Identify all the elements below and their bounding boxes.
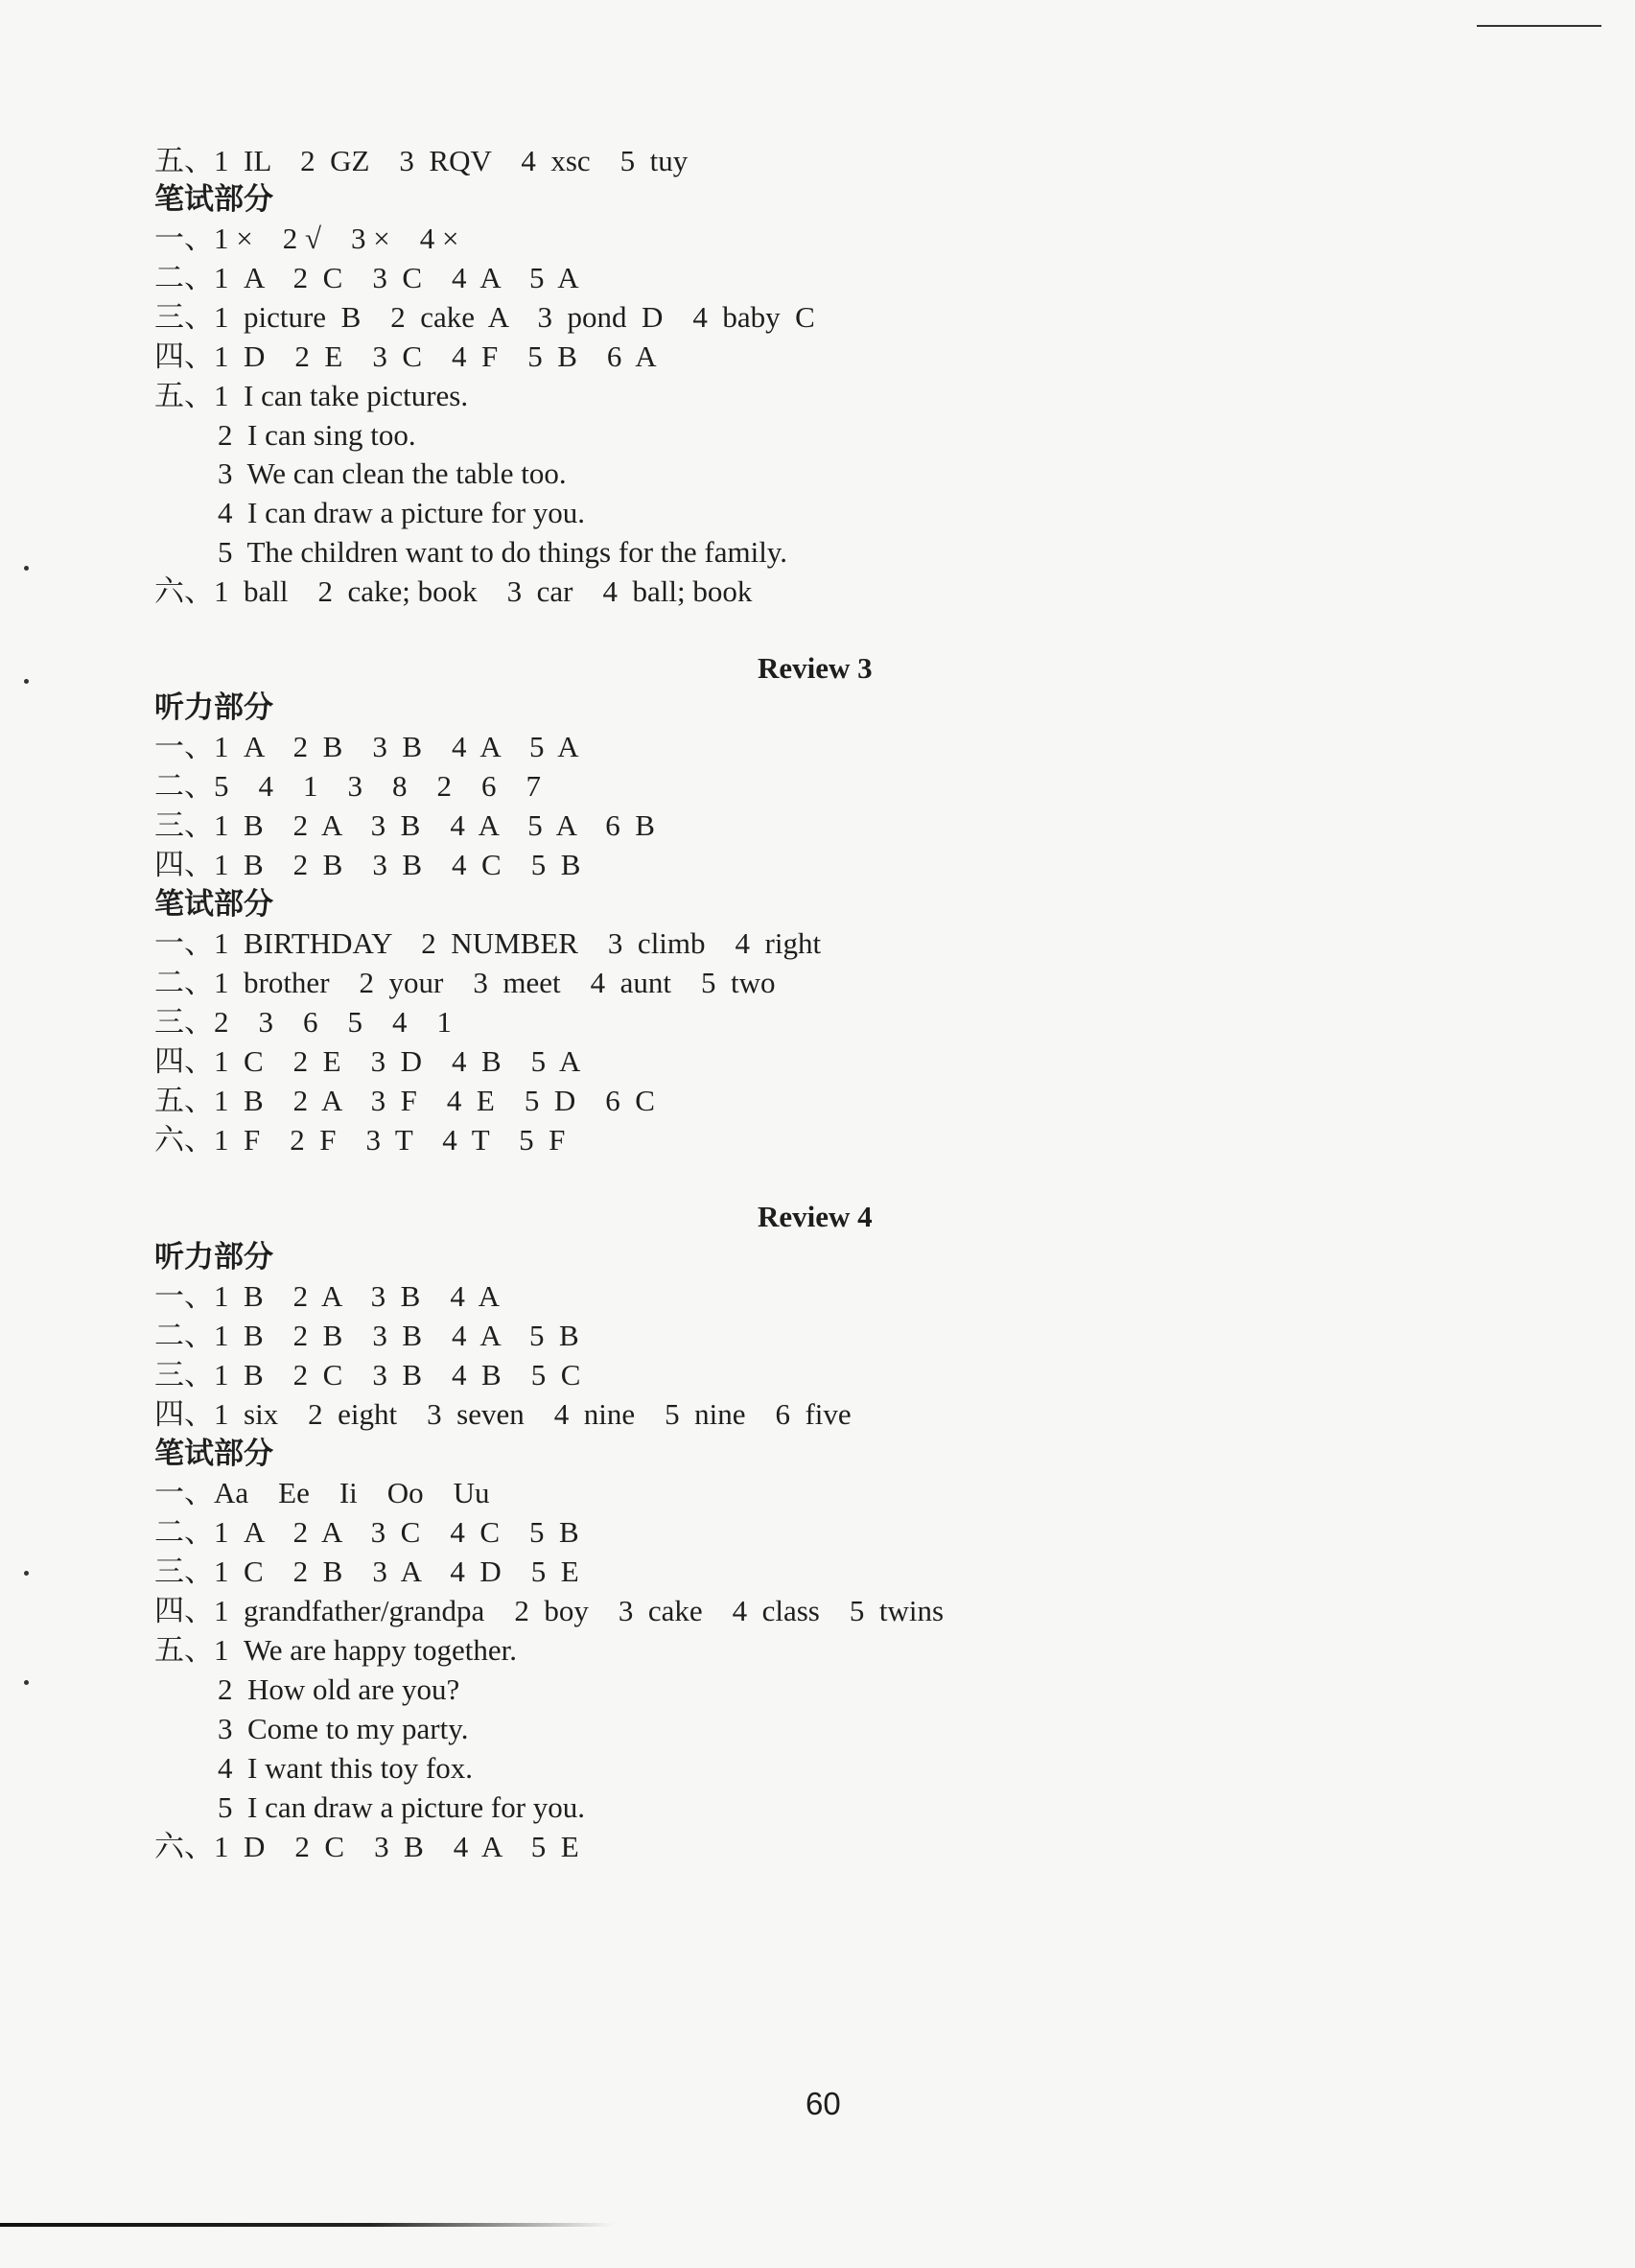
answer-line: 五、1 We are happy together. [154,1633,517,1667]
top-rule [1477,25,1601,27]
answer-line: 3 We can clean the table too. [218,456,567,490]
answer-line: 六、1 D 2 C 3 B 4 A 5 E [154,1830,579,1863]
answer-line: 四、1 six 2 eight 3 seven 4 nine 5 nine 6 five [154,1397,852,1431]
margin-dot [24,1571,29,1576]
answer-line: 三、2 3 6 5 4 1 [154,1005,452,1039]
written-heading: 笔试部分 [154,1437,273,1471]
answer-line: 一、1 BIRTHDAY 2 NUMBER 3 climb 4 right [154,926,822,960]
listening-heading: 听力部分 [154,690,273,725]
listening-heading: 听力部分 [154,1240,273,1274]
margin-dot [24,679,29,684]
answer-line: 4 I can draw a picture for you. [218,496,586,529]
answer-line: 5 The children want to do things for the family. [218,535,788,569]
answer-line: 五、1 IL 2 GZ 3 RQV 4 xsc 5 tuy [154,144,689,177]
answer-line: 四、1 grandfather/grandpa 2 boy 3 cake 4 class 5 twins [154,1594,945,1627]
written-heading: 笔试部分 [154,182,273,217]
answer-line: 二、1 brother 2 your 3 meet 4 aunt 5 two [154,966,776,999]
answer-line: 六、1 ball 2 cake; book 3 car 4 ball; book [154,574,753,608]
answer-line: 四、1 B 2 B 3 B 4 C 5 B [154,848,581,881]
answer-line: 二、1 A 2 C 3 C 4 A 5 A [154,261,579,294]
answer-line: 五、1 I can take pictures. [154,379,469,412]
answer-line: 一、Aa Ee Ii Oo Uu [154,1476,490,1509]
answer-line: 3 Come to my party. [218,1712,469,1745]
answer-line: 二、5 4 1 3 8 2 6 7 [154,769,541,803]
bottom-rule [0,2223,614,2227]
answer-line: 2 I can sing too. [218,418,416,452]
answer-line: 二、1 A 2 A 3 C 4 C 5 B [154,1515,579,1549]
answer-line: 一、1 B 2 A 3 B 4 A [154,1279,500,1313]
review-3-title: Review 3 [758,651,873,685]
answer-line: 四、1 C 2 E 3 D 4 B 5 A [154,1044,581,1078]
answer-line: 三、1 picture B 2 cake A 3 pond D 4 baby C [154,300,815,334]
answer-line: 二、1 B 2 B 3 B 4 A 5 B [154,1319,579,1352]
margin-dot [24,1680,29,1685]
answer-line: 六、1 F 2 F 3 T 4 T 5 F [154,1123,566,1157]
answer-line: 一、1 × 2 √ 3 × 4 × [154,222,459,255]
margin-dot [24,566,29,571]
page-number: 60 [806,2086,841,2121]
answer-line: 2 How old are you? [218,1672,460,1706]
written-heading: 笔试部分 [154,887,273,922]
answer-line: 三、1 B 2 C 3 B 4 B 5 C [154,1358,581,1391]
review-4-title: Review 4 [758,1200,873,1233]
answer-line: 5 I can draw a picture for you. [218,1790,586,1824]
answer-line: 4 I want this toy fox. [218,1751,474,1785]
answer-line: 四、1 D 2 E 3 C 4 F 5 B 6 A [154,339,657,373]
answer-line: 三、1 C 2 B 3 A 4 D 5 E [154,1555,579,1588]
answer-line: 三、1 B 2 A 3 B 4 A 5 A 6 B [154,808,655,842]
answer-line: 五、1 B 2 A 3 F 4 E 5 D 6 C [154,1084,655,1117]
answer-line: 一、1 A 2 B 3 B 4 A 5 A [154,730,579,763]
